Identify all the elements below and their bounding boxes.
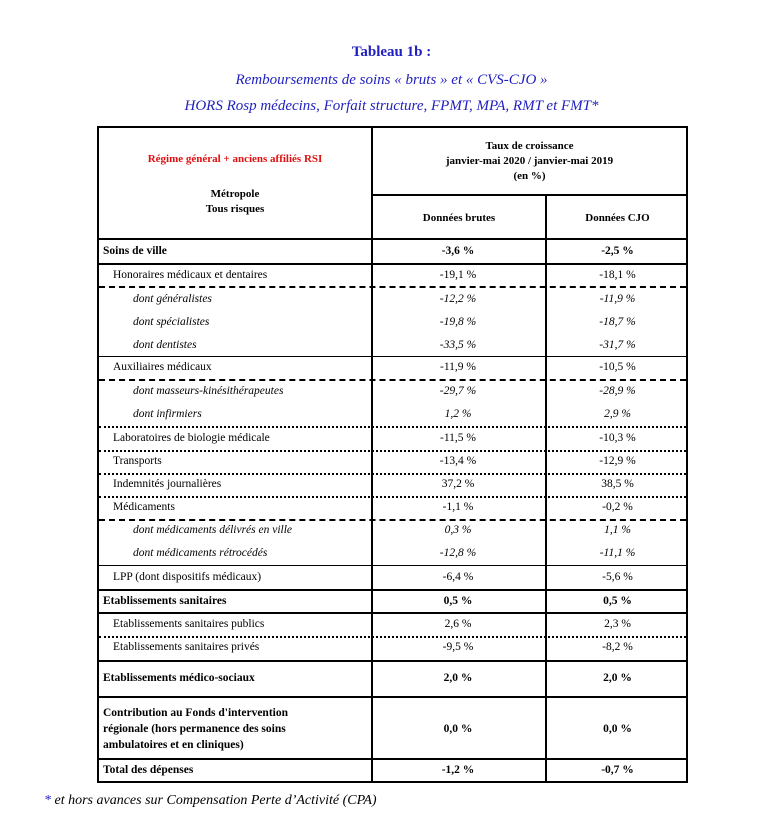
row-value-cjo: -31,7 %: [599, 339, 636, 351]
row-value-cjo: -8,2 %: [602, 641, 633, 653]
row-value-cjo: 2,9 %: [604, 408, 631, 420]
row-value-brut: -12,8 %: [439, 547, 477, 559]
row-value-brut: -11,9 %: [440, 361, 476, 373]
row-value-cjo: -5,6 %: [602, 571, 633, 583]
row-label: Total des dépenses: [103, 764, 194, 776]
row-value-brut: -9,5 %: [442, 641, 474, 653]
row-label: Transports: [113, 455, 162, 467]
row-value-brut: -13,4 %: [439, 455, 477, 467]
header-taux-3: (en %): [513, 170, 546, 182]
row-label: Honoraires médicaux et dentaires: [113, 269, 268, 281]
table-subtitle-1: Remboursements de soins « bruts » et « CVS-CJO »: [235, 72, 548, 88]
header-taux-2: janvier-mai 2020 / janvier-mai 2019: [445, 155, 614, 167]
header-regime: Régime général + anciens affiliés RSI: [147, 153, 323, 165]
row-label: dont infirmiers: [133, 408, 202, 420]
data-table: [97, 126, 688, 783]
row-value-cjo: -18,7 %: [599, 316, 636, 328]
row-value-brut: -11,5 %: [440, 432, 476, 444]
row-value-cjo: -10,5 %: [599, 361, 636, 373]
row-value-cjo: -0,2 %: [602, 501, 633, 513]
row-label: Indemnités journalières: [113, 478, 222, 490]
row-divider: [99, 426, 686, 428]
row-value-cjo: -11,9 %: [599, 293, 636, 305]
row-divider: [99, 589, 686, 591]
row-value-cjo: -2,5 %: [601, 245, 634, 257]
row-label: Etablissements sanitaires privés: [113, 641, 260, 653]
row-value-cjo: -18,1 %: [599, 269, 636, 281]
row-divider: [99, 286, 686, 288]
header-bottom-line: [99, 238, 686, 240]
row-divider: [99, 696, 686, 698]
row-label: Soins de ville: [103, 245, 167, 257]
row-label: Etablissements médico-sociaux: [103, 672, 255, 684]
row-value-cjo: -12,9 %: [599, 455, 636, 467]
row-label: dont spécialistes: [133, 316, 210, 328]
row-value-brut: 0,5 %: [443, 595, 473, 607]
row-label: dont généralistes: [133, 293, 212, 305]
row-value-brut: -1,2 %: [441, 764, 475, 776]
header-divider: [371, 194, 686, 196]
row-divider: [99, 496, 686, 498]
row-divider: [99, 379, 686, 381]
row-divider: [99, 660, 686, 662]
row-value-brut: 2,6 %: [444, 618, 472, 630]
row-divider: [99, 636, 686, 638]
header-risques: Tous risques: [205, 203, 265, 215]
row-label: dont médicaments délivrés en ville: [133, 524, 293, 536]
row-value-cjo: -28,9 %: [599, 385, 636, 397]
row-label: Médicaments: [113, 501, 175, 513]
header-taux-1: Taux de croissance: [485, 140, 574, 152]
row-label-line: ambulatoires et en cliniques): [103, 739, 244, 751]
row-label: Auxiliaires médicaux: [113, 361, 212, 373]
row-divider: [99, 356, 686, 357]
row-value-brut: 0,0 %: [443, 723, 473, 735]
row-label: dont masseurs-kinésithérapeutes: [133, 385, 284, 397]
row-divider: [99, 263, 686, 265]
row-value-cjo: 38,5 %: [601, 478, 634, 490]
row-divider: [99, 450, 686, 452]
row-value-brut: -12,2 %: [439, 293, 477, 305]
table-title: Tableau 1b :: [351, 44, 432, 60]
footnote: [44, 793, 377, 809]
row-label-line: régionale (hors permanence des soins: [103, 723, 286, 735]
row-label: Etablissements sanitaires publics: [113, 618, 265, 630]
row-divider: [99, 612, 686, 614]
row-value-brut: 37,2 %: [441, 478, 475, 490]
header-col-brutes: Données brutes: [422, 212, 496, 224]
row-value-cjo: 2,3 %: [604, 618, 631, 630]
row-divider: [99, 473, 686, 475]
row-divider: [99, 758, 686, 760]
row-divider: [99, 565, 686, 566]
row-value-brut: 0,3 %: [444, 524, 472, 536]
row-divider: [99, 519, 686, 521]
row-value-brut: -33,5 %: [439, 339, 477, 351]
row-value-brut: -29,7 %: [439, 385, 477, 397]
row-value-brut: -3,6 %: [441, 245, 475, 257]
row-value-cjo: -11,1 %: [599, 547, 636, 559]
row-value-cjo: 1,1 %: [604, 524, 631, 536]
row-value-cjo: 0,0 %: [603, 723, 632, 735]
row-value-brut: 1,2 %: [444, 408, 472, 420]
row-value-cjo: -10,3 %: [599, 432, 636, 444]
row-value-cjo: -0,7 %: [601, 764, 634, 776]
footnote-star: *: [44, 793, 51, 808]
row-label: dont médicaments rétrocédés: [133, 547, 268, 559]
row-label: Etablissements sanitaires: [103, 595, 227, 607]
row-value-cjo: 2,0 %: [603, 672, 632, 684]
row-value-brut: -1,1 %: [442, 501, 474, 513]
footnote-text: et hors avances sur Compensation Perte d’Activité (CPA): [51, 793, 377, 808]
row-value-brut: 2,0 %: [443, 672, 473, 684]
row-value-cjo: 0,5 %: [603, 595, 632, 607]
row-value-brut: -19,8 %: [439, 316, 477, 328]
row-label: LPP (dont dispositifs médicaux): [113, 571, 262, 583]
row-label: dont dentistes: [133, 339, 197, 351]
table-subtitle-2: HORS Rosp médecins, Forfait structure, FPMT, MPA, RMT et FMT*: [184, 98, 599, 114]
row-label-line: Contribution au Fonds d'intervention: [103, 707, 288, 719]
row-value-brut: -6,4 %: [442, 571, 474, 583]
row-value-brut: -19,1 %: [439, 269, 477, 281]
header-metropole: Métropole: [210, 188, 260, 200]
row-label: Laboratoires de biologie médicale: [113, 432, 270, 444]
header-col-cjo: Données CJO: [585, 212, 650, 224]
